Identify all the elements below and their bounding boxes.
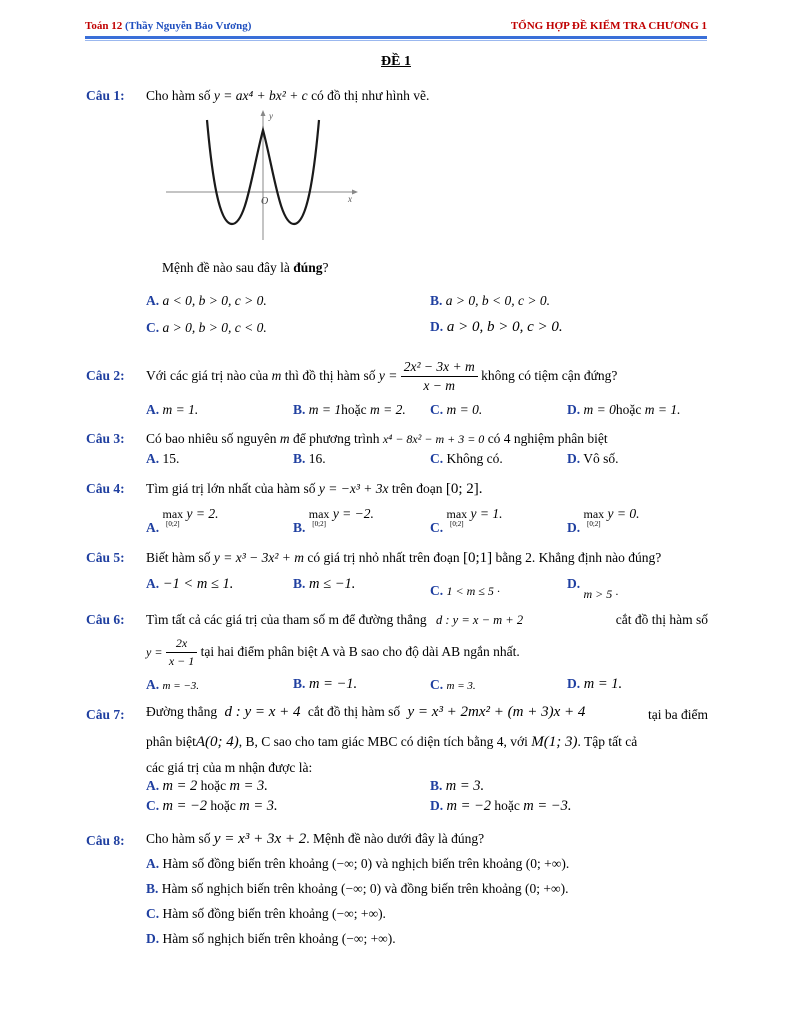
q5-label: Câu 5: xyxy=(86,550,125,565)
q2-denominator: x − m xyxy=(423,378,456,394)
q7-text-a: Đường thẳng xyxy=(146,704,218,719)
option-text: m ≤ −1. xyxy=(309,576,356,592)
page-title: ĐỀ 1 xyxy=(381,54,411,69)
q6-stem-line1 xyxy=(146,612,708,628)
option-text: y = 2. xyxy=(186,506,219,521)
q5-option-d[interactable] xyxy=(567,576,618,602)
q2-text-b: thì đồ thị hàm số xyxy=(284,368,376,383)
page-header xyxy=(85,20,707,36)
option-letter: B. xyxy=(293,402,306,417)
q7-stem-line2 xyxy=(146,734,637,751)
max-word: max xyxy=(583,506,605,521)
option-text: y = 1. xyxy=(470,506,503,521)
q4-text-a: Tìm giá trị lớn nhất của hàm số xyxy=(146,481,316,496)
q2-option-c[interactable] xyxy=(430,402,482,418)
q2-option-b[interactable] xyxy=(293,402,406,418)
max-word: max xyxy=(308,506,330,521)
q8-option-d[interactable] xyxy=(146,931,396,947)
option-letter: C. xyxy=(146,320,160,335)
q8-label: Câu 8: xyxy=(86,833,125,848)
option-text-2: m = 3. xyxy=(229,778,268,794)
q1-option-a[interactable] xyxy=(146,293,267,309)
q5-text-c: bằng 2. Khẳng định nào đúng? xyxy=(495,550,662,565)
q2-text-a: Với các giá trị nào của xyxy=(146,368,269,383)
q7-text-e: , B, C sao cho tam giác MBC có diện tích bằng 4, với xyxy=(238,734,528,749)
x-axis-label: x xyxy=(348,194,352,204)
q7-text-b: cắt đồ thị hàm số xyxy=(307,704,401,719)
q6-numerator: 2x xyxy=(166,635,197,653)
q5-interval: [0;1] xyxy=(463,550,493,566)
q1-prompt xyxy=(162,260,329,276)
option-letter: D. xyxy=(146,931,160,946)
q5-text-b: có giá trị nhỏ nhất trên đoạn xyxy=(307,550,460,565)
max-domain: [0;2] xyxy=(312,519,326,528)
max-domain: [0;2] xyxy=(587,519,601,528)
q1-prompt-text: Mệnh đề nào sau đây là xyxy=(162,260,290,275)
option-letter: A. xyxy=(146,778,160,793)
q1-option-d[interactable] xyxy=(430,319,563,336)
option-letter: A. xyxy=(146,451,160,466)
q8-stem xyxy=(146,831,484,848)
q5-option-c[interactable] xyxy=(430,583,500,599)
x-axis-arrow xyxy=(352,190,358,195)
option-letter: A. xyxy=(146,677,160,692)
option-text-2: m = 3. xyxy=(239,798,278,814)
q4-label: Câu 4: xyxy=(86,481,125,496)
option-text: Hàm số đồng biến trên khoảng (−∞; 0) và nghịch biến trên khoảng (0; +∞). xyxy=(162,856,570,871)
q6-option-b[interactable] xyxy=(293,676,357,693)
max-operator xyxy=(162,506,184,529)
max-word: max xyxy=(162,506,184,521)
option-letter: B. xyxy=(146,881,159,896)
q3-option-d[interactable] xyxy=(567,451,619,467)
q6-line: d : y = x − m + 2 xyxy=(436,613,524,627)
option-text: m = 0 xyxy=(583,402,616,417)
header-rule-thin xyxy=(85,40,707,41)
q1-graph xyxy=(160,106,360,244)
option-letter: C. xyxy=(430,583,444,598)
q2-numerator: 2x² − 3x + m xyxy=(401,358,478,377)
option-letter: B. xyxy=(293,451,306,466)
q2-stem xyxy=(146,354,617,398)
option-text: m > 5 · xyxy=(583,587,619,601)
q8-text-b: . Mệnh đề nào dưới đây là đúng? xyxy=(306,831,485,846)
q3-text-b: để phương trình xyxy=(293,431,380,446)
option-or: hoặc xyxy=(341,402,367,417)
q7-label: Câu 7: xyxy=(86,707,125,722)
option-or: hoặc xyxy=(200,778,227,793)
q7-formula: y = x³ + 2mx² + (m + 3)x + 4 xyxy=(407,704,586,720)
q6-text-c: tại hai điểm phân biệt A và B sao cho độ dài AB ngắn nhất. xyxy=(200,644,520,659)
option-text: m = −2 xyxy=(446,798,492,814)
option-text: m = 1. xyxy=(162,402,199,417)
option-text: m = 0. xyxy=(446,402,483,417)
q7-option-a[interactable] xyxy=(146,778,268,795)
q4-stem xyxy=(146,481,483,498)
q7-text-c: tại ba điểm xyxy=(648,707,708,722)
q1-formula: y = ax⁴ + bx² + c xyxy=(213,88,308,103)
origin-label: O xyxy=(261,196,269,207)
q6-label: Câu 6: xyxy=(86,612,125,627)
option-letter: A. xyxy=(146,856,160,871)
q2-fraction xyxy=(401,358,478,395)
option-letter: C. xyxy=(430,677,444,692)
q1-text-a: Cho hàm số xyxy=(146,88,211,103)
q8-formula: y = x³ + 3x + 2 xyxy=(213,831,307,847)
q8-option-a[interactable] xyxy=(146,856,569,872)
option-text-2: m = 2. xyxy=(369,402,406,417)
q6-option-d[interactable] xyxy=(567,676,622,693)
option-text: m = −3. xyxy=(162,680,200,692)
q7-option-d[interactable] xyxy=(430,798,571,815)
option-text: m = 1. xyxy=(583,676,623,692)
q3-option-a[interactable] xyxy=(146,451,179,467)
option-letter: A. xyxy=(146,576,160,591)
option-letter: A. xyxy=(146,520,160,535)
q7-option-c[interactable] xyxy=(146,798,278,815)
q3-m: m xyxy=(279,431,290,446)
option-letter: D. xyxy=(430,798,444,813)
header-rule xyxy=(85,36,707,39)
option-letter: B. xyxy=(293,576,306,591)
q3-text-a: Có bao nhiêu số nguyên xyxy=(146,431,277,446)
option-text: a > 0, b > 0, c > 0. xyxy=(446,319,563,335)
option-text: y = 0. xyxy=(607,506,640,521)
max-domain: [0;2] xyxy=(450,519,464,528)
q3-text-c: có 4 nghiệm phân biệt xyxy=(487,431,608,446)
q4-option-c[interactable] xyxy=(430,506,503,536)
option-text: m = 2 xyxy=(162,778,198,794)
q1-label: Câu 1: xyxy=(86,88,125,103)
option-letter: C. xyxy=(430,402,444,417)
q6-text-a: Tìm tất cả các giá trị của tham số m để đường thẳng xyxy=(146,612,427,627)
option-text: m = −2 xyxy=(162,798,208,814)
q7-line: d : y = x + 4 xyxy=(224,704,301,720)
option-letter: B. xyxy=(430,293,443,308)
option-text: m = 3. xyxy=(445,778,485,794)
option-text: a < 0, b > 0, c > 0. xyxy=(162,293,267,308)
option-letter: D. xyxy=(430,319,444,334)
q6-option-c[interactable] xyxy=(430,677,476,693)
q4-text-b: trên đoạn xyxy=(391,481,443,496)
option-letter: C. xyxy=(146,798,160,813)
header-author: (Thầy Nguyễn Bảo Vương) xyxy=(124,20,252,32)
q2-label: Câu 2: xyxy=(86,368,125,383)
q7-stem-line3: các giá trị của m nhận được là: xyxy=(146,760,313,775)
q3-stem xyxy=(146,431,608,447)
q2-m: m xyxy=(271,368,282,383)
option-letter: D. xyxy=(567,402,581,417)
option-or: hoặc xyxy=(210,798,236,813)
option-text: −1 < m ≤ 1. xyxy=(162,576,234,592)
y-axis-arrow xyxy=(261,110,266,116)
header-left xyxy=(85,20,251,32)
q3-option-c[interactable] xyxy=(430,451,503,467)
option-letter: A. xyxy=(146,402,160,417)
option-text: 15. xyxy=(162,451,180,466)
q4-option-d[interactable] xyxy=(567,506,640,536)
max-operator xyxy=(308,506,330,529)
q5-option-b[interactable] xyxy=(293,576,355,593)
option-text: Vô số. xyxy=(583,451,619,466)
q4-option-a[interactable] xyxy=(146,506,219,536)
q7-text-f: . Tập tất cả xyxy=(577,734,638,749)
max-domain: [0;2] xyxy=(166,519,180,528)
option-letter: D. xyxy=(567,576,581,591)
q1-prompt-end: ? xyxy=(322,260,329,275)
q1-prompt-bold: đúng xyxy=(293,260,323,275)
q6-option-a[interactable] xyxy=(146,677,199,693)
q5-text-a: Biết hàm số xyxy=(146,550,211,565)
q4-interval: [0; 2]. xyxy=(445,481,483,497)
q8-text-a: Cho hàm số xyxy=(146,831,211,846)
q2-option-a[interactable] xyxy=(146,402,198,418)
q6-fraction xyxy=(166,635,197,670)
option-letter: A. xyxy=(146,293,160,308)
q3-label: Câu 3: xyxy=(86,431,125,446)
header-right: TỔNG HỢP ĐỀ KIỂM TRA CHƯƠNG 1 xyxy=(510,20,707,32)
option-or: hoặc xyxy=(615,402,642,417)
option-letter: D. xyxy=(567,676,581,691)
max-word: max xyxy=(446,506,468,521)
q6-stem-line2 xyxy=(146,632,520,672)
q4-option-b[interactable] xyxy=(293,506,374,536)
option-letter: C. xyxy=(430,520,444,535)
option-text: m = −1. xyxy=(309,676,358,692)
option-letter: C. xyxy=(430,451,444,466)
option-text: y = −2. xyxy=(332,506,374,521)
option-letter: C. xyxy=(146,906,160,921)
option-text-2: m = 1. xyxy=(644,402,681,417)
option-text: Hàm số nghịch biến trên khoảng (−∞; 0) và đồng biến trên khoảng (0; +∞). xyxy=(161,881,569,896)
q5-stem xyxy=(146,550,661,567)
option-text: m = 1 xyxy=(308,402,342,417)
q7-stem-line1 xyxy=(146,704,708,721)
q2-text-c: không có tiệm cận đứng? xyxy=(481,368,618,383)
q6-y: y = xyxy=(146,645,163,659)
option-text: a > 0, b < 0, c > 0. xyxy=(445,293,550,308)
option-letter: B. xyxy=(430,778,443,793)
q8-option-b[interactable] xyxy=(146,881,569,897)
option-text: m = 3. xyxy=(446,680,476,692)
option-text: Hàm số đồng biến trên khoảng (−∞; +∞). xyxy=(162,906,386,921)
option-letter: D. xyxy=(567,451,581,466)
q7-text-d: phân biệt xyxy=(146,734,196,749)
option-text-2: m = −3. xyxy=(523,798,572,814)
q4-formula: y = −x³ + 3x xyxy=(318,481,389,496)
q7-option-b[interactable] xyxy=(430,778,484,795)
option-letter: B. xyxy=(293,520,306,535)
option-letter: B. xyxy=(293,676,306,691)
y-axis-label: y xyxy=(269,111,273,121)
q3-option-b[interactable] xyxy=(293,451,326,467)
max-operator xyxy=(446,506,468,529)
q5-formula: y = x³ − 3x² + m xyxy=(213,550,305,565)
option-text: a > 0, b > 0, c < 0. xyxy=(162,320,267,335)
q1-option-c[interactable] xyxy=(146,320,267,336)
q8-option-c[interactable] xyxy=(146,906,386,922)
q1-text-b: có đồ thị như hình vẽ. xyxy=(311,88,430,103)
q6-denominator: x − 1 xyxy=(168,654,195,669)
option-or: hoặc xyxy=(494,798,520,813)
option-text: Hàm số nghịch biến trên khoảng (−∞; +∞). xyxy=(162,931,396,946)
q1-option-b[interactable] xyxy=(430,293,550,309)
max-operator xyxy=(583,506,605,529)
q7-point-m: M(1; 3) xyxy=(531,734,578,750)
q6-text-b: cắt đồ thị hàm số xyxy=(615,612,708,627)
q2-y: y = xyxy=(378,368,398,383)
q7-point-a: A(0; 4) xyxy=(195,734,239,750)
q1-stem xyxy=(146,88,429,104)
option-text: 16. xyxy=(308,451,326,466)
q2-option-d[interactable] xyxy=(567,402,680,418)
header-subject: Toán 12 xyxy=(85,20,123,32)
option-text: Không có. xyxy=(446,451,503,466)
option-letter: D. xyxy=(567,520,581,535)
q3-formula: x⁴ − 8x² − m + 3 = 0 xyxy=(382,432,485,446)
q5-option-a[interactable] xyxy=(146,576,233,593)
option-text: 1 < m ≤ 5 · xyxy=(446,584,500,598)
